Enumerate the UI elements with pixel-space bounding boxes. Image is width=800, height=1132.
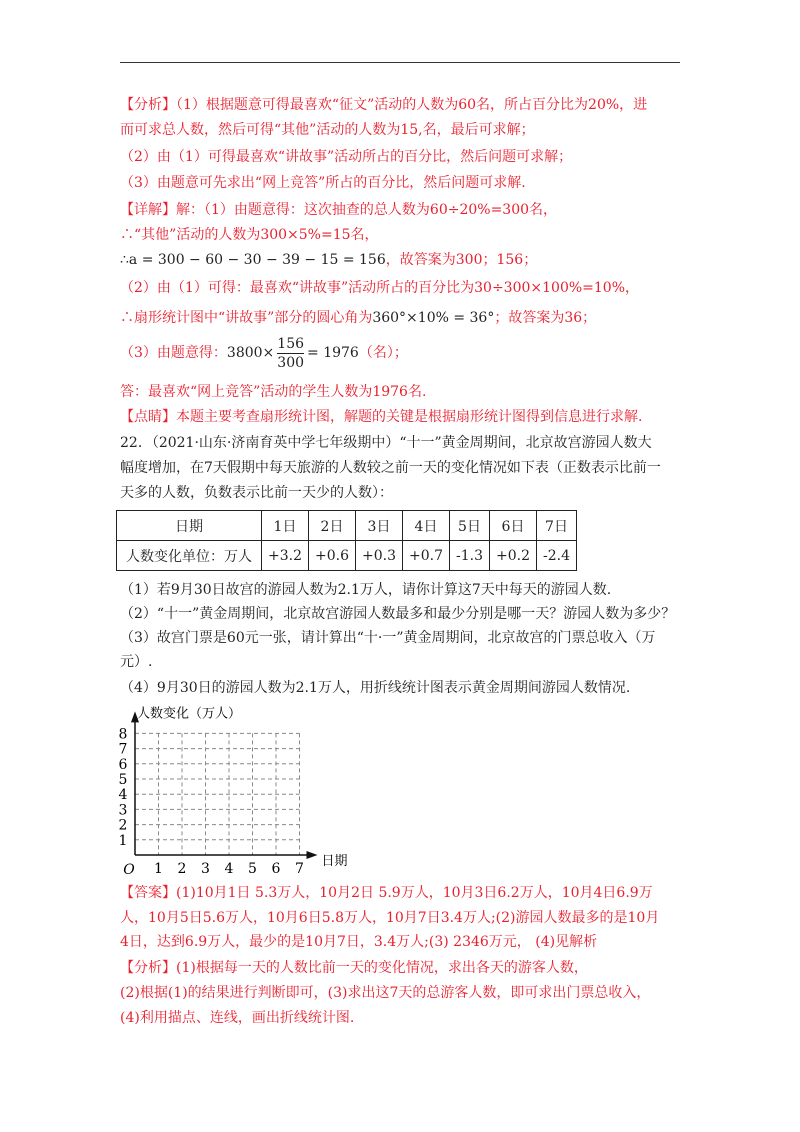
change-table	[116, 510, 577, 571]
table-cell: 日期	[117, 511, 262, 541]
table-cell: 1日	[262, 511, 309, 541]
detail-line-1	[120, 200, 557, 220]
math-expression: ∴a = 300 − 60 − 30 − 39 − 15 = 156	[120, 252, 386, 268]
numerator: 156	[277, 335, 305, 352]
blank-line-chart-grid	[110, 700, 370, 875]
detail-line-7: 答：最喜欢“网上竞答”活动的学生人数为1976名.	[120, 384, 427, 400]
answer-tag: 【答案】	[120, 885, 176, 901]
table-cell: +3.2	[262, 541, 309, 571]
detail-tag: 【详解】	[120, 202, 176, 218]
text: 解：（1）由题意得：这次抽查的总人数为60÷20%=300名，	[176, 202, 558, 218]
y-axis-label: 人数变化（万人）	[137, 706, 242, 722]
table-cell: 5日	[450, 511, 490, 541]
text: ∴扇形统计图中“讲故事”部分的圆心角为	[120, 310, 373, 326]
text: (1)10月1日 5.3万人，10月2日 5.9万人，10月3日6.2万人，10月4日6.9万	[176, 885, 653, 901]
detail-line-2: ∴“其他”活动的人数为300×5%=15名，	[120, 227, 379, 243]
answer-line-2: 人，10月5日5.6万人，10月6日5.8万人，10月7日3.4万人;(2)游园人数最多的是10月	[120, 910, 660, 926]
text: （3）由题意得：	[120, 345, 227, 361]
table-cell: 3日	[356, 511, 403, 541]
y-tick-label: 8	[118, 726, 128, 743]
x-tick-label: 5	[248, 861, 257, 875]
comment-tag: 【点睛】	[120, 409, 176, 425]
math-expression: 3800×	[226, 345, 275, 361]
table-cell: 4日	[403, 511, 450, 541]
table-cell: +0.3	[356, 541, 403, 571]
y-tick-label: 1	[118, 832, 128, 849]
y-tick-label: 4	[118, 787, 128, 804]
analysis-tag: 【分析】	[120, 960, 176, 976]
origin-label: O	[123, 862, 135, 875]
x-tick-label: 3	[201, 861, 210, 875]
y-tick-label: 6	[118, 756, 128, 773]
detail-line-4: （2）由（1）可得：最喜欢“讲故事”活动所占的百分比为30÷300×100%=10%，	[120, 280, 639, 296]
analysis-prev-line-1	[120, 95, 647, 115]
table-row	[117, 541, 577, 571]
y-tick-label: 2	[118, 817, 128, 834]
table-cell: -1.3	[450, 541, 490, 571]
detail-line-6	[120, 334, 408, 372]
x-tick-label: 1	[154, 861, 163, 875]
table-header-row	[117, 511, 577, 541]
text: （1）根据题意可得最喜欢“征文”活动的人数为60名，所占百分比为20%，进	[176, 97, 648, 113]
analysis-line-2: (2)根据(1)的结果进行判断即可，(3)求出这7天的总游客人数，即可求出门票总收入，	[120, 985, 651, 1001]
answer-line-3: 4日，达到6.9万人，最少的是10月7日，3.4万人;(3) 2346万元， (4)见解析	[120, 934, 598, 950]
table-cell: +0.6	[309, 541, 356, 571]
denominator: 300	[277, 354, 305, 371]
text: 本题主要考查扇形统计图，解题的关键是根据扇形统计图得到信息进行求解.	[176, 409, 643, 425]
y-tick-label: 3	[118, 802, 128, 819]
question-line-2: 幅度增加，在7天假期中每天旅游的人数较之前一天的变化情况如下表（正数表示比前一	[120, 460, 661, 476]
table-cell: 2日	[309, 511, 356, 541]
x-axis-arrow-icon	[307, 851, 318, 859]
table-cell: 7日	[537, 511, 577, 541]
x-axis-label: 日期	[321, 854, 348, 869]
sub-question-1: （1）若9月30日故宫的游园人数为2.1万人，请你计算这7天中每天的游园人数.	[120, 582, 612, 598]
sub-question-2: （2）“十一”黄金周期间，北京故宫游园人数最多和最少分别是哪一天？游园人数为多少？	[120, 606, 676, 622]
answer-line-1	[120, 883, 653, 903]
math-expression: = 1976	[307, 345, 359, 361]
sub-question-3b: 元）.	[120, 654, 153, 670]
analysis-prev-line-4: （3）由题意可先求出“网上竞答”所占的百分比，然后问题可求解.	[120, 175, 526, 191]
x-tick-label: 4	[224, 861, 234, 875]
detail-line-3	[120, 250, 537, 270]
text: ，故答案为300；156；	[385, 252, 538, 268]
sub-question-4: （4）9月30日的游园人数为2.1万人，用折线统计图表示黄金周期间游园人数情况.	[120, 680, 631, 696]
math-expression: 360°×10% = 36°	[372, 310, 495, 326]
analysis-line-3: (4)利用描点、连线，画出折线统计图.	[120, 1010, 355, 1026]
x-tick-label: 6	[271, 861, 281, 875]
y-tick-label: 5	[118, 772, 128, 788]
table-cell: -2.4	[537, 541, 577, 571]
x-tick-label: 7	[295, 861, 304, 875]
text: (1)根据每一天的人数比前一天的变化情况，求出各天的游客人数，	[176, 960, 588, 976]
sub-question-3a: （3）故宫门票是60元一张，请计算出“十·一”黄金周期间，北京故宫的门票总收入（万	[120, 630, 656, 646]
table-cell: 6日	[490, 511, 537, 541]
question-line-1: 22．（2021·山东·济南育英中学七年级期中）“十一”黄金周期间，北京故宫游园人数大	[120, 435, 652, 451]
analysis-tag: 【分析】	[120, 97, 176, 113]
question-line-3: 天多的人数，负数表示比前一天少的人数）：	[120, 485, 393, 501]
table-cell: 人数变化单位：万人	[117, 541, 262, 571]
analysis-prev-line-3: （2）由（1）可得最喜欢“讲故事”活动所占的百分比，然后问题可求解；	[120, 149, 573, 165]
table-cell: +0.7	[403, 541, 450, 571]
analysis-line-1	[120, 958, 588, 978]
header-rule	[120, 62, 680, 63]
fraction	[277, 335, 304, 372]
text: （名）；	[358, 345, 408, 361]
comment-line	[120, 407, 642, 427]
table-cell: +0.2	[490, 541, 537, 571]
x-tick-label: 2	[177, 861, 187, 875]
y-tick-label: 7	[118, 741, 128, 758]
detail-line-5	[120, 308, 596, 328]
analysis-prev-line-2: 而可求总人数，然后可得“其他”活动的人数为15,名，最后可求解；	[120, 122, 535, 138]
text: ；故答案为36；	[494, 310, 597, 326]
